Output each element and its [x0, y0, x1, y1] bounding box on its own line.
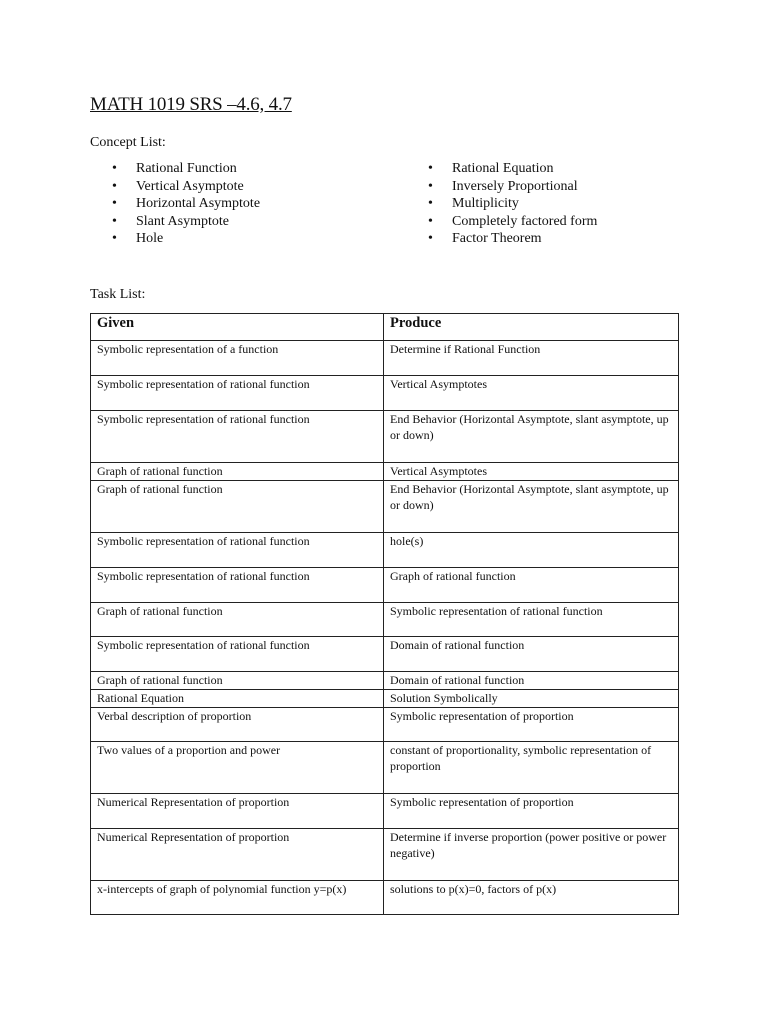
concept-item: • Inversely Proportional	[428, 178, 578, 194]
column-header-given: Given	[91, 314, 384, 341]
bullet-icon: •	[112, 213, 117, 229]
given-cell: Symbolic representation of rational function	[91, 568, 384, 603]
table-row	[91, 690, 679, 708]
concept-item: • Vertical Asymptote	[112, 178, 244, 194]
table-row	[91, 742, 679, 794]
table-row	[91, 533, 679, 568]
table-row	[91, 881, 679, 915]
bullet-icon: •	[428, 178, 433, 194]
table-row	[91, 672, 679, 690]
bullet-icon: •	[112, 196, 117, 212]
concept-item: • Factor Theorem	[428, 231, 542, 247]
table-header-row	[91, 314, 679, 341]
concept-item: • Rational Function	[112, 161, 237, 176]
table-row	[91, 411, 679, 463]
bullet-icon: •	[428, 196, 433, 212]
produce-cell: Graph of rational function	[384, 568, 679, 603]
produce-cell: Symbolic representation of proportion	[384, 794, 679, 829]
task-list-heading: Task List:	[90, 287, 146, 302]
produce-cell: End Behavior (Horizontal Asymptote, slant asymptote, up or down)	[384, 411, 679, 463]
page-title: MATH 1019 SRS –4.6, 4.7	[90, 94, 292, 115]
produce-cell: Vertical Asymptotes	[384, 463, 679, 481]
concept-item: • Horizontal Asymptote	[112, 196, 261, 212]
produce-cell: Determine if inverse proportion (power positive or power negative)	[384, 829, 679, 881]
table-row	[91, 637, 679, 672]
produce-cell: End Behavior (Horizontal Asymptote, slant asymptote, up or down)	[384, 481, 679, 533]
concept-item: • Completely factored form	[428, 213, 598, 229]
given-cell: Graph of rational function	[91, 672, 384, 690]
table-row	[91, 708, 679, 742]
given-cell: x-intercepts of graph of polynomial function y=p(x)	[91, 881, 384, 915]
given-cell: Symbolic representation of rational function	[91, 533, 384, 568]
bullet-icon: •	[428, 231, 433, 247]
produce-cell: hole(s)	[384, 533, 679, 568]
concept-list-right	[428, 160, 597, 248]
produce-cell: Domain of rational function	[384, 672, 679, 690]
bullet-icon: •	[428, 161, 433, 176]
produce-cell: Determine if Rational Function	[384, 341, 679, 376]
concept-item: • Hole	[112, 231, 164, 247]
concept-item: • Multiplicity	[428, 196, 519, 212]
produce-cell: Vertical Asymptotes	[384, 376, 679, 411]
given-cell: Symbolic representation of a function	[91, 341, 384, 376]
table-row	[91, 829, 679, 881]
concept-item: • Rational Equation	[428, 161, 554, 176]
given-cell: Verbal description of proportion	[91, 708, 384, 742]
produce-cell: Solution Symbolically	[384, 690, 679, 708]
concept-list-heading: Concept List:	[90, 135, 166, 150]
given-cell: Graph of rational function	[91, 463, 384, 481]
task-table	[90, 313, 679, 915]
concept-list-left	[112, 160, 260, 248]
produce-cell: Symbolic representation of rational function	[384, 603, 679, 637]
produce-cell: Symbolic representation of proportion	[384, 708, 679, 742]
concept-item: • Slant Asymptote	[112, 213, 229, 229]
table-row	[91, 603, 679, 637]
table-row	[91, 376, 679, 411]
produce-cell: constant of proportionality, symbolic representation of proportion	[384, 742, 679, 794]
given-cell: Symbolic representation of rational function	[91, 411, 384, 463]
table-row	[91, 341, 679, 376]
produce-cell: Domain of rational function	[384, 637, 679, 672]
bullet-icon: •	[112, 231, 117, 247]
bullet-icon: •	[112, 161, 117, 176]
table-row	[91, 794, 679, 829]
bullet-icon: •	[428, 213, 433, 229]
given-cell: Graph of rational function	[91, 481, 384, 533]
given-cell: Graph of rational function	[91, 603, 384, 637]
bullet-icon: •	[112, 178, 117, 194]
given-cell: Rational Equation	[91, 690, 384, 708]
table-row	[91, 568, 679, 603]
given-cell: Numerical Representation of proportion	[91, 794, 384, 829]
given-cell: Numerical Representation of proportion	[91, 829, 384, 881]
table-row	[91, 463, 679, 481]
table-row	[91, 481, 679, 533]
given-cell: Symbolic representation of rational function	[91, 376, 384, 411]
produce-cell: solutions to p(x)=0, factors of p(x)	[384, 881, 679, 915]
given-cell: Symbolic representation of rational function	[91, 637, 384, 672]
column-header-produce: Produce	[384, 314, 679, 341]
given-cell: Two values of a proportion and power	[91, 742, 384, 794]
